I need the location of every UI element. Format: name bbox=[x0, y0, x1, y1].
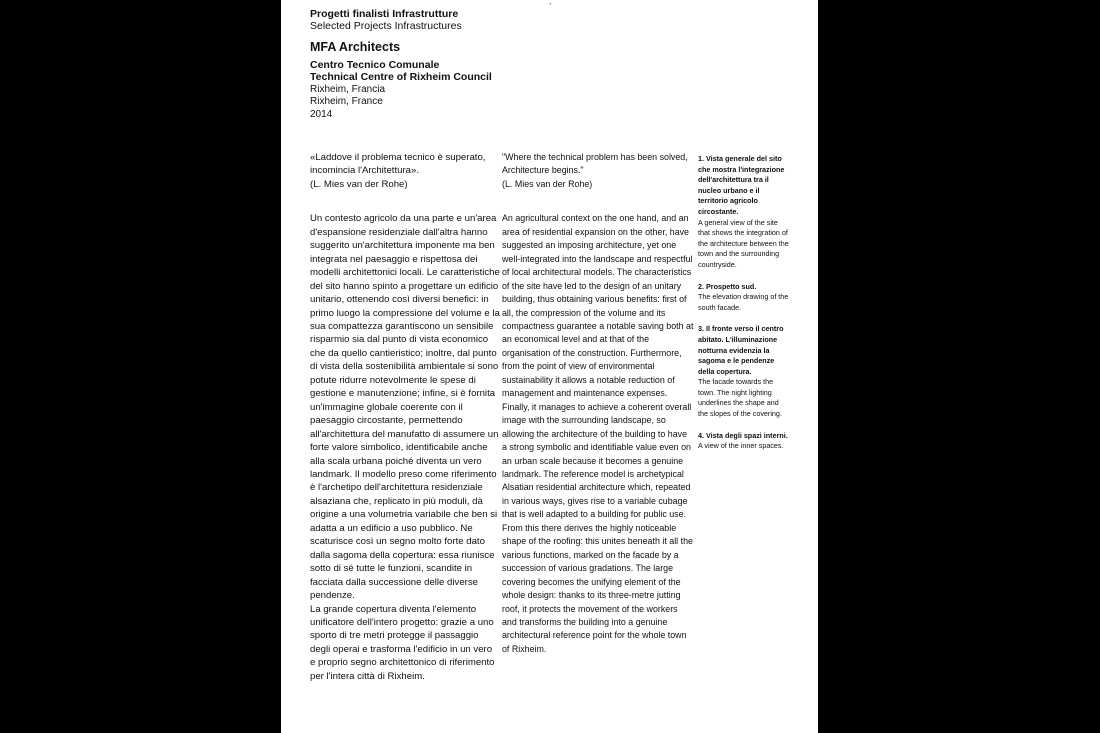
quote-author: (L. Mies van der Rohe) bbox=[310, 178, 408, 190]
english-quote bbox=[502, 151, 694, 191]
project-title bbox=[310, 59, 492, 83]
location-en: Rixheim, France bbox=[310, 95, 383, 107]
caption-number: 4. bbox=[698, 430, 704, 440]
section-header bbox=[310, 8, 462, 32]
quote-line: incomincia l'Architettura». bbox=[310, 165, 420, 177]
project-location bbox=[310, 84, 385, 107]
caption-en: The elevation drawing of the south facade. bbox=[698, 292, 789, 312]
body-paragraph: La grande copertura diventa l'elemento unificatore dell'intero progetto: grazie a uno sporto di tre metri protegge il passaggio degli operai e trasforma l'edificio in un vero e proprio segno architettonico di riferimento per l'intera città di Rixheim. bbox=[310, 603, 495, 682]
caption-en: A general view of the site that shows the integration of the architecture between the town and the surrounding countryside. bbox=[698, 217, 789, 269]
body-paragraph: An agricultural context on the one hand, and an area of residential expansion on the other, have suggested an imposing architecture, yet one well-integrated into the landscape and respectful of local architectural models. The characteristics of the site have led to the design of an unitary building, thus obtaining various benefits: first of all, the compression of the volume and its compactness guarantee a notable saving both at an economical level and at that of the organisation of the construction. Furthermore, from the point of view of environmental sustainability it allows a notable reduction of management and maintenance expenses. Finally, it manages to achieve a coherent overall image with the surrounding landscape, so allowing the architecture of the building to have a strong symbolic and identifiable value even on an urban scale because it becomes a genuine landmark. The reference model is archetypical Alsatian residential architecture which, repeated in various ways, gives rise to a variable cubage that is well adapted to a building for public use. From this there derives the highly noticeable shape of the roofing: this unites beneath it all the various functions, marked on the facade by a succession of various gradations. The large covering becomes the unifying element of the whole design: thanks to its three-metre jutting roof, it protects the movement of the workers and transforms the building into a genuine architectural reference point for the whole town of Rixheim. bbox=[502, 213, 694, 654]
caption-4 bbox=[698, 431, 790, 452]
caption-it: Vista generale del sito che mostra l'integrazione dell'architettura tra il nucleo urbano e il territorio agricolo circostante. bbox=[698, 154, 785, 216]
captions-column bbox=[698, 154, 790, 463]
italian-quote bbox=[310, 151, 500, 191]
project-title-en: Technical Centre of Rixheim Council bbox=[310, 71, 492, 83]
caption-1 bbox=[698, 154, 790, 271]
architect-name: MFA Architects bbox=[310, 40, 401, 54]
caption-it: Vista degli spazi interni. bbox=[706, 430, 788, 440]
document-page bbox=[281, 0, 818, 733]
caption-en: A view of the inner spaces. bbox=[698, 441, 784, 451]
section-title-en: Selected Projects Infrastructures bbox=[310, 20, 462, 32]
quote-line: Architecture begins." bbox=[502, 165, 584, 176]
scan-mark: ` bbox=[549, 2, 552, 12]
caption-en: The facade towards the town. The night lighting underlines the shape and the slopes of the covering. bbox=[698, 377, 782, 419]
italian-body bbox=[310, 212, 500, 683]
caption-it: Prospetto sud. bbox=[706, 281, 757, 291]
italian-column bbox=[310, 151, 500, 683]
english-body bbox=[502, 212, 694, 656]
caption-number: 1. bbox=[698, 154, 704, 163]
caption-2 bbox=[698, 282, 790, 314]
quote-line: «Laddove il problema tecnico è superato, bbox=[310, 152, 486, 163]
quote-author: (L. Mies van der Rohe) bbox=[502, 178, 593, 189]
section-title-it: Progetti finalisti Infrastrutture bbox=[310, 8, 459, 20]
location-it: Rixheim, Francia bbox=[310, 84, 386, 95]
quote-line: "Where the technical problem has been solved, bbox=[502, 152, 688, 162]
caption-3 bbox=[698, 324, 790, 419]
project-title-it: Centro Tecnico Comunale bbox=[310, 59, 440, 71]
english-column bbox=[502, 151, 694, 656]
caption-number: 2. bbox=[698, 281, 704, 291]
project-year: 2014 bbox=[310, 109, 333, 120]
body-paragraph: Un contesto agricolo da una parte e un'area d'espansione residenziale dall'altra hanno suggerito un'architettura imponente ma ben integrata nel paesaggio e rispettosa dei modelli architettonici locali. Le caratteristiche del sito hanno spinto a progettare un edificio unitario, ottenendo così diversi benefici: in primo luogo la compressione del volume e la sua compattezza garantiscono un sensibile risparmio sia dal punto di vista economico che da quello cantieristico; inoltre, dal punto di vista della sostenibilità ambientale si sono potute ridurre notevolmente le spese di gestione e manutenzione; infine, si è fornita un'immagine globale coerente con il paesaggio circostante, permettendo all'architettura del manufatto di assumere un forte valore simbolico, identificabile anche alla scala urbana poiché diventa un vero landmark. Il modello preso come riferimento è l'archetipo dell'architettura residenziale alsaziana che, replicato in più moduli, dà origine a una volumetria variabile che ben si adatta a un edificio a uso pubblico. Ne scaturisce così un segno molto forte dato dalla sagoma della copertura: essa riunisce sotto di sé tutte le funzioni, scandite in facciata dalla successione delle diverse pendenze. bbox=[310, 213, 500, 602]
caption-number: 3. bbox=[698, 324, 704, 334]
caption-it: Il fronte verso il centro abitato. L'illuminazione notturna evidenzia la sagoma e le pendenze della copertura. bbox=[698, 324, 784, 376]
